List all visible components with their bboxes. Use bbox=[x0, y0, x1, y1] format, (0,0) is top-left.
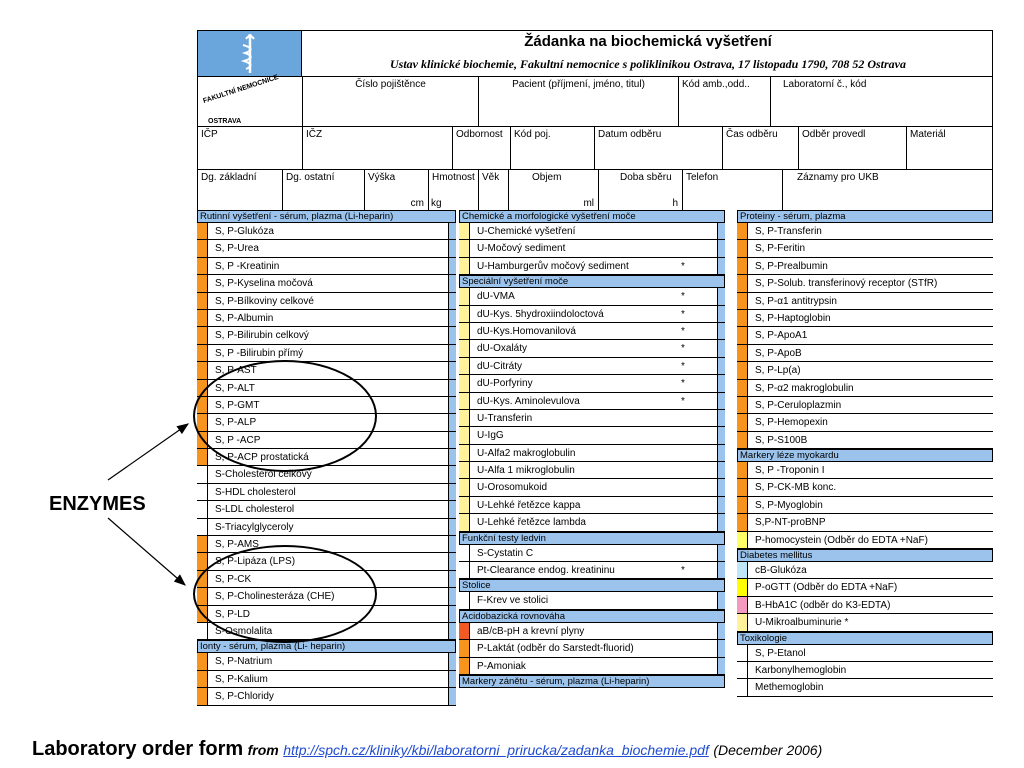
test-label: S, P-Ceruloplazmin bbox=[755, 399, 842, 411]
test-label: dU-Porfyriny bbox=[477, 378, 533, 390]
test-label: S, P-Bilirubin celkový bbox=[215, 330, 309, 342]
phone-field[interactable]: Telefon bbox=[682, 170, 782, 210]
height-unit: cm bbox=[410, 198, 424, 209]
test-label: S, P-Urea bbox=[215, 243, 259, 255]
test-label: P-oGTT (Odběr do EDTA +NaF) bbox=[755, 582, 898, 594]
icz-field[interactable]: IČZ bbox=[302, 127, 452, 169]
section-header: Diabetes mellitus bbox=[737, 549, 993, 562]
test-label: S-Triacylglyceroly bbox=[215, 521, 294, 533]
volume-unit: ml bbox=[583, 198, 594, 209]
other-diagnosis-field[interactable]: Dg. ostatní bbox=[282, 170, 364, 210]
test-label: S, P-Myoglobin bbox=[755, 499, 823, 511]
test-label: S, P-Etanol bbox=[755, 647, 806, 659]
insurer-code-field[interactable]: Kód poj. bbox=[510, 127, 594, 169]
test-label: S, P-Kyselina močová bbox=[215, 278, 313, 290]
test-label: U-Transferin bbox=[477, 412, 533, 424]
test-label: S-Osmolalita bbox=[215, 625, 273, 637]
test-label: S, P-Feritin bbox=[755, 243, 806, 255]
test-label: dU-VMA bbox=[477, 291, 515, 303]
arrow-down bbox=[108, 518, 185, 585]
asterisk-mark: * bbox=[681, 308, 685, 320]
test-label: S, P-AMS bbox=[215, 539, 259, 551]
ambulance-code-field[interactable]: Kód amb.,odd.. bbox=[678, 77, 770, 126]
enzymes-label: ENZYMES bbox=[49, 493, 146, 515]
section-header: Toxikologie bbox=[737, 632, 993, 645]
test-label: dU-Oxaláty bbox=[477, 343, 528, 355]
test-label: S, P -Kreatinin bbox=[215, 260, 280, 272]
insurance-number-field[interactable]: Číslo pojištěnce bbox=[302, 77, 478, 126]
section-header: Funkční testy ledvin bbox=[459, 532, 725, 545]
test-label: S, P-S100B bbox=[755, 434, 808, 446]
asterisk-mark: * bbox=[681, 395, 685, 407]
asterisk-mark: * bbox=[681, 260, 685, 272]
test-label: S, P-Natrium bbox=[215, 656, 273, 668]
test-label: S-LDL cholesterol bbox=[215, 504, 295, 516]
asterisk-mark: * bbox=[681, 565, 685, 577]
test-label: S, P-CK bbox=[215, 573, 252, 585]
test-label: S-HDL cholesterol bbox=[215, 486, 296, 498]
test-label: U-Močový sediment bbox=[477, 243, 566, 255]
test-label: S, P-LD bbox=[215, 608, 251, 620]
caption-source-link[interactable]: http://spch.cz/kliniky/kbi/laboratorni_prirucka/zadanka_biochemie.pdf bbox=[283, 742, 709, 758]
form-subtitle: Ustav klinické biochemie, Fakultní nemocnice s poliklinikou Ostrava, 17 listopadu 1790, 708 52 Ostrava bbox=[389, 57, 907, 71]
test-label: S, P-Lp(a) bbox=[755, 365, 801, 377]
section-header: Speciální vyšetření moče bbox=[459, 275, 725, 288]
test-label: Methemoglobin bbox=[755, 682, 824, 694]
test-label: S, P-Kalium bbox=[215, 673, 268, 685]
arrow-up bbox=[108, 424, 188, 480]
test-label: Karbonylhemoglobin bbox=[755, 664, 847, 676]
section-header: Chemické a morfologické vyšetření moče bbox=[459, 210, 725, 223]
weight-unit: kg bbox=[431, 198, 442, 209]
collected-by-field[interactable]: Odběr provedl bbox=[798, 127, 906, 169]
test-label: S, P-Prealbumin bbox=[755, 260, 828, 272]
test-label: S, P-Solub. transferinový receptor (STfR) bbox=[755, 278, 938, 290]
test-label: S, P-Hemopexin bbox=[755, 417, 828, 429]
test-label: S, P-ApoB bbox=[755, 347, 802, 359]
test-label: P-homocystein (Odběr do EDTA +NaF) bbox=[755, 534, 928, 546]
test-label: P-Laktát (odběr do Sarstedt-fluorid) bbox=[477, 643, 634, 655]
test-label: aB/cB-pH a krevní plyny bbox=[477, 625, 585, 637]
test-label: S, P-CK-MB konc. bbox=[755, 482, 837, 494]
ukb-notes-field[interactable]: Záznamy pro UKB bbox=[782, 170, 993, 210]
logo-city-text: OSTRAVA bbox=[208, 118, 242, 125]
section-header: Acidobazická rovnováha bbox=[459, 610, 725, 623]
test-label: dU-Kys. 5hydroxiindoloctová bbox=[477, 308, 604, 320]
section-header: Rutinní vyšetření - sérum, plazma (Li-heparin) bbox=[197, 210, 456, 223]
test-label: U-Alfa2 makroglobulin bbox=[477, 447, 576, 459]
icp-field[interactable]: IČP bbox=[201, 129, 218, 140]
test-label: Pt-Clearance endog. kreatininu bbox=[477, 565, 615, 577]
test-label: S-Cystatin C bbox=[477, 547, 534, 559]
lab-number-field[interactable]: Laboratorní č., kód bbox=[770, 77, 993, 126]
test-label: P-Amoniak bbox=[477, 660, 526, 672]
test-label: U-Alfa 1 mikroglobulin bbox=[477, 465, 575, 477]
test-label: U-Hamburgerův močový sediment bbox=[477, 260, 629, 272]
volume-label: Objem bbox=[532, 172, 562, 183]
test-label: S, P-Glukóza bbox=[215, 226, 274, 237]
test-label: S, P-ApoA1 bbox=[755, 330, 808, 342]
logo-arc-text: FAKULTNÍ NEMOCNICE bbox=[202, 73, 280, 105]
age-field[interactable]: Věk bbox=[478, 170, 508, 210]
collection-period-label: Doba sběru bbox=[620, 172, 672, 183]
test-label: S, P-α2 makroglobulin bbox=[755, 382, 854, 394]
test-label: U-Mikroalbuminurie * bbox=[755, 617, 849, 629]
test-label: S, P-AST bbox=[215, 365, 257, 377]
test-label: S,P-NT-proBNP bbox=[755, 517, 826, 529]
specialty-field[interactable]: Odbornost bbox=[452, 127, 510, 169]
asterisk-mark: * bbox=[681, 291, 685, 303]
test-label: S-Cholesterol celkový bbox=[215, 469, 312, 481]
test-label: dU-Kys. Aminolevulova bbox=[477, 395, 580, 407]
test-label: S, P-Haptoglobin bbox=[755, 312, 831, 324]
material-field[interactable]: Materiál bbox=[906, 127, 993, 169]
collection-date-field[interactable]: Datum odběru bbox=[594, 127, 722, 169]
caption-date: (December 2006) bbox=[713, 742, 823, 758]
test-label: dU-Kys.Homovanilová bbox=[477, 325, 576, 337]
asterisk-mark: * bbox=[681, 378, 685, 390]
caption-from: from bbox=[247, 742, 279, 758]
test-label: B-HbA1C (odběr do K3-EDTA) bbox=[755, 599, 891, 611]
weight-label: Hmotnost bbox=[432, 172, 475, 183]
test-label: U-Chemické vyšetření bbox=[477, 226, 576, 237]
asterisk-mark: * bbox=[681, 325, 685, 337]
section-header: Markery léze myokardu bbox=[737, 449, 993, 462]
test-label: S, P-α1 antitrypsin bbox=[755, 295, 837, 307]
form-title: Žádanka na biochemická vyšetření bbox=[524, 33, 772, 50]
test-label: U-Lehké řetězce kappa bbox=[477, 499, 581, 511]
test-label: S, P-Cholinesteráza (CHE) bbox=[215, 591, 335, 603]
test-label: U-Lehké řetězce lambda bbox=[477, 517, 586, 529]
test-label: S, P-Lipáza (LPS) bbox=[215, 556, 296, 568]
test-label: S, P-ACP prostatická bbox=[215, 452, 309, 464]
height-label: Výška bbox=[368, 172, 396, 183]
test-label: F-Krev ve stolici bbox=[477, 595, 549, 607]
test-label: S, P-Bílkoviny celkové bbox=[215, 295, 314, 307]
section-header: Ionty - sérum, plazma (Li- heparin) bbox=[197, 640, 456, 653]
asterisk-mark: * bbox=[681, 360, 685, 372]
test-label: S, P-Transferin bbox=[755, 226, 822, 237]
section-header: Proteiny - sérum, plazma bbox=[737, 210, 993, 223]
test-label: S, P -ACP bbox=[215, 434, 261, 446]
test-label: S, P-ALP bbox=[215, 417, 257, 429]
test-label: U-Orosomukoid bbox=[477, 482, 548, 494]
collection-time-field[interactable]: Čas odběru bbox=[722, 127, 798, 169]
test-label: cB-Glukóza bbox=[755, 565, 807, 577]
patient-name-field[interactable]: Pacient (příjmení, jméno, titul) bbox=[478, 77, 678, 126]
test-label: S, P-Chloridy bbox=[215, 691, 274, 703]
test-label: U-IgG bbox=[477, 430, 504, 442]
test-label: S, P -Troponin I bbox=[755, 465, 825, 477]
test-label: S, P-GMT bbox=[215, 399, 260, 411]
slide-caption bbox=[32, 738, 822, 761]
section-header: Stolice bbox=[459, 579, 725, 592]
section-header: Markery zánětu - sérum, plazma (Li-heparin) bbox=[459, 675, 725, 688]
test-label: S, P-Albumin bbox=[215, 312, 274, 324]
asterisk-mark: * bbox=[681, 343, 685, 355]
test-label: S, P -Bilirubin přímý bbox=[215, 347, 304, 359]
caption-title: Laboratory order form bbox=[32, 738, 244, 760]
collection-period-unit: h bbox=[672, 198, 678, 209]
test-label: dU-Citráty bbox=[477, 360, 523, 372]
test-label: S, P-ALT bbox=[215, 382, 255, 394]
main-diagnosis-field[interactable]: Dg. základní bbox=[201, 172, 257, 183]
